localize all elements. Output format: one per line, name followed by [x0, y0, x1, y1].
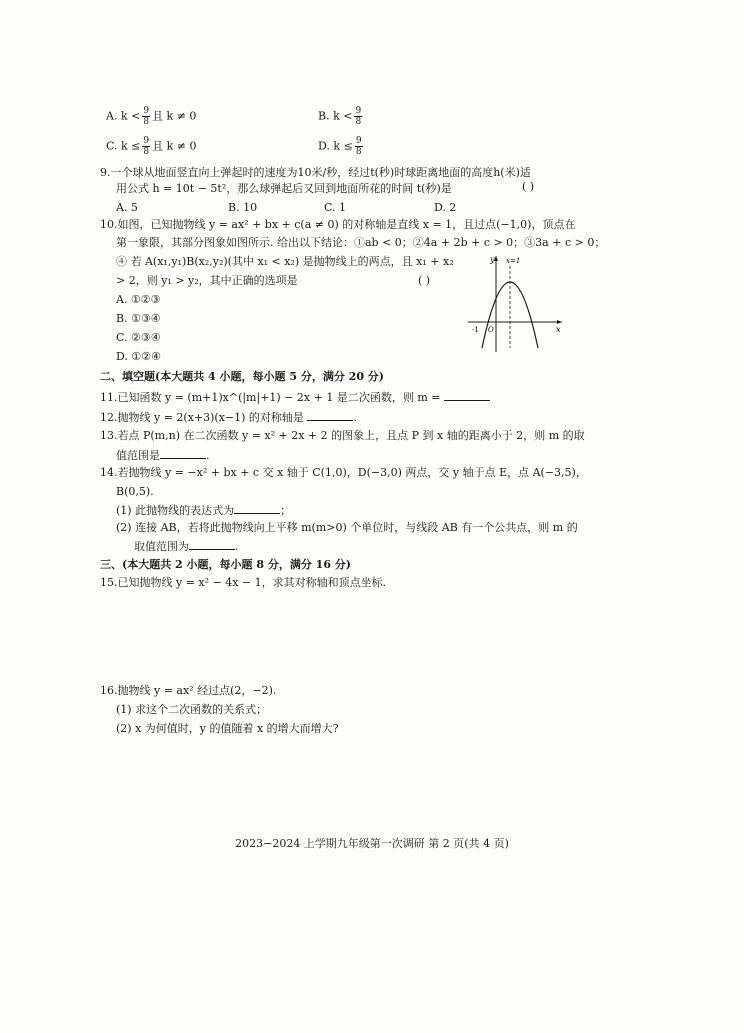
- q15: 15.已知抛物线 y = x² − 4x − 1，求其对称轴和顶点坐标.: [100, 576, 387, 589]
- q14-sub2: (2) 连接 AB，若将此抛物线向上平移 m(m>0) 个单位时，与线段 AB 有一个公共点，则 m 的: [116, 521, 578, 534]
- q16-line1: 16.抛物线 y = ax² 经过点(2，−2).: [100, 684, 277, 697]
- section-3-heading: 三、(本大题共 2 小题，每小题 8 分，满分 16 分): [100, 558, 352, 571]
- q16-sub1: (1) 求这个二次函数的关系式；: [116, 703, 268, 716]
- q10-option-c: C. ②③④: [116, 331, 161, 344]
- q14-sub1-blank: [234, 503, 280, 514]
- q8-option-d: D. k ≤ $\frac{9}{8}$: [318, 136, 362, 157]
- neg-one-label: -1: [472, 326, 479, 334]
- q14-sub2b: 取值范围为 .: [134, 540, 239, 553]
- x-axis-arrow: [557, 320, 562, 324]
- q9-line2: 用公式 h = 10t − 5t²，那么球弹起后又回到地面所花的时间 t(秒)是: [116, 182, 452, 195]
- y-axis-arrow: [494, 256, 498, 261]
- q11: [100, 390, 490, 405]
- q12-blank: [307, 410, 353, 421]
- q13-line2: 值范围是 .: [116, 449, 210, 462]
- q13-line1: 13.若点 P(m,n) 在二次函数 y = x² + 2x + 2 的图象上，且点 P 到 x 轴的距离小于 2，则 m 的取: [100, 429, 585, 442]
- section-2-heading: 二、填空题(本大题共 4 小题，每小题 5 分，满分 20 分): [100, 370, 385, 383]
- q9-line1: 9.一个球从地面竖直向上弹起时的速度为10米/秒，经过t(秒)时球距离地面的高度h(米)适: [100, 166, 531, 179]
- q12-text: 12.抛物线 y = 2(x+3)(x−1) 的对称轴是: [100, 411, 304, 424]
- q14-sub2b-text: 取值范围为: [134, 540, 189, 553]
- q8-option-b: B. k < $\frac{9}{8}$: [318, 106, 362, 127]
- q10-line3: ④ 若 A(x₁,y₁)B(x₂,y₂)(其中 x₁ < x₂) 是抛物线上的两点，且 x₁ + x₂: [116, 255, 454, 268]
- q10-line2: 第一象限，其部分图象如图所示. 给出以下结论：①ab < 0；②4a + 2b + c > 0；③3a + c > 0；: [116, 236, 606, 249]
- q12: 12.抛物线 y = 2(x+3)(x−1) 的对称轴是 .: [100, 411, 357, 424]
- q14-line2: B(0,5).: [116, 485, 154, 498]
- q11-text: 11.已知函数 y = (m+1)x^(|m|+1) − 2x + 1 是二次函数，则 m =: [100, 391, 441, 404]
- q9-option-b: B. 10: [228, 201, 258, 214]
- page-footer: 2023−2024 上学期九年级第一次调研 第 2 页(共 4 页): [235, 837, 509, 850]
- q14-sub2-blank: [189, 539, 235, 550]
- symmetry-axis-label: x=1: [506, 257, 521, 265]
- q11-blank: [444, 390, 490, 401]
- q8-option-c: C. k ≤ $\frac{9}{8}$ 且 k ≠ 0: [106, 136, 197, 157]
- q10-answer-paren: ( ): [418, 274, 431, 287]
- q10-line1: 10.如图，已知抛物线 y = ax² + bx + c(a ≠ 0) 的对称轴是直线 x = 1，且过点(−1,0)，顶点在: [100, 218, 576, 231]
- q8-option-a: A. k < $\frac{9}{8}$ 且 k ≠ 0: [106, 106, 197, 127]
- y-axis-label: y: [490, 255, 495, 264]
- q10-option-d: D. ①②④: [116, 350, 162, 363]
- q16-sub2: (2) x 为何值时，y 的值随着 x 的增大而增大?: [116, 722, 339, 735]
- q13-blank: [160, 448, 206, 459]
- q14-sub1: (1) 此抛物线的表达式为 ；: [116, 504, 292, 517]
- q10-option-b: B. ①③④: [116, 312, 161, 325]
- q14-line1: 14.若抛物线 y = −x² + bx + c 交 x 轴于 C(1,0)，D(−3,0) 两点，交 y 轴于点 E，点 A(−3,5)，: [100, 466, 587, 479]
- q9-answer-paren: ( ): [522, 180, 535, 193]
- parabola-graph: [466, 252, 566, 356]
- q10-line4: > 2，则 y₁ > y₂，其中正确的选项是: [116, 274, 298, 287]
- q14-sub1-text: (1) 此抛物线的表达式为: [116, 504, 235, 517]
- q13-line2-text: 值范围是: [116, 449, 160, 462]
- x-axis-label: x: [556, 325, 561, 334]
- q9-option-a: A. 5: [116, 201, 138, 214]
- q10-option-a: A. ①②③: [116, 293, 161, 306]
- q9-option-d: D. 2: [434, 201, 457, 214]
- origin-label: O: [488, 326, 494, 334]
- q9-option-c: C. 1: [324, 201, 347, 214]
